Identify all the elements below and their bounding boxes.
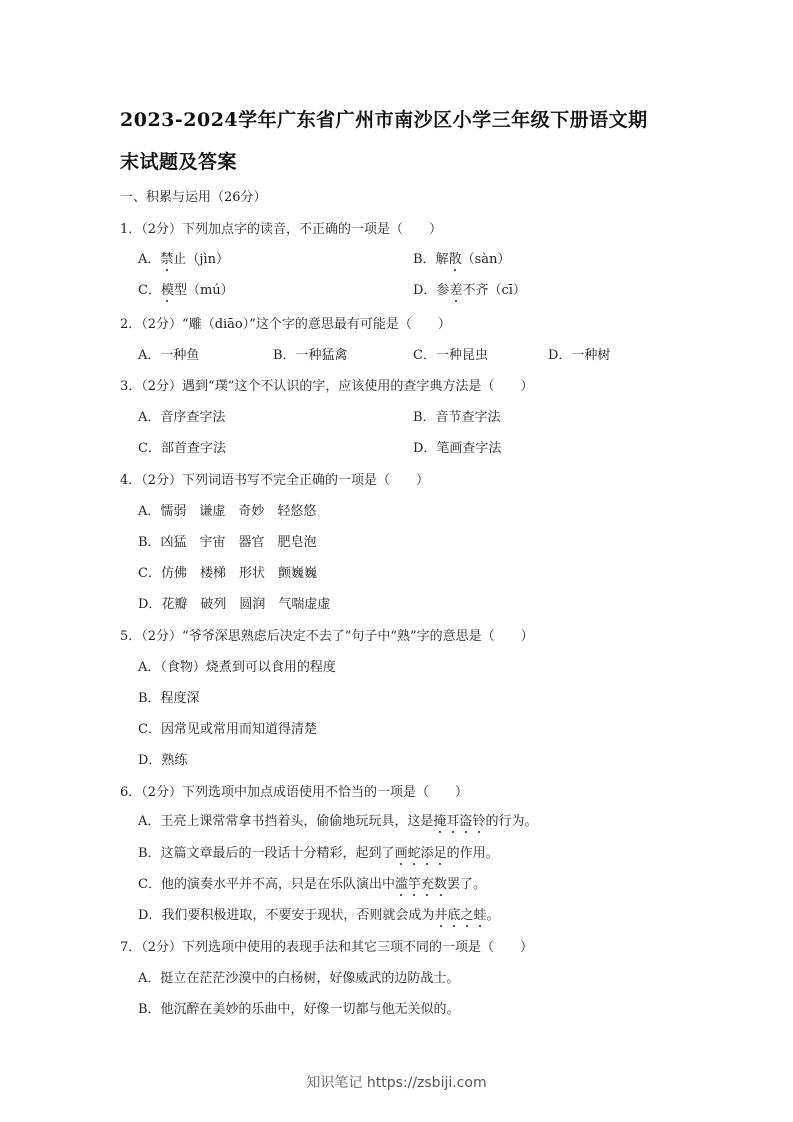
question-2-option-b: B．一种猛禽 <box>273 348 348 363</box>
dotted-idiom <box>395 846 447 861</box>
dotted-idiom <box>433 814 485 829</box>
question-5-stem: 5．（2分）“爷爷深思熟虑后决定不去了”句子中“熟”字的意思是（ ） <box>120 629 534 644</box>
dotted-char: 充 <box>420 877 434 892</box>
dotted-char: 竽 <box>407 877 421 892</box>
question-1-option-a: A．禁止（jìn） <box>138 252 229 267</box>
question-5-option-b: B．程度深 <box>138 691 200 706</box>
question-4-option-d: D．花瓣 破列 圆润 气喘虚虚 <box>138 597 331 612</box>
question-4-option-b: B．凶猛 宇宙 器官 肥皂泡 <box>138 535 317 550</box>
dotted-char: 铃 <box>472 814 486 829</box>
question-2-option-c: C．一种昆虫 <box>413 348 488 363</box>
question-1-option-d: D．参差不齐（cī） <box>413 283 526 298</box>
question-3-option-b: B．音节查字法 <box>413 410 501 425</box>
dotted-char: 掩 <box>433 814 447 829</box>
dotted-char: 井 <box>434 908 448 923</box>
dotted-idiom <box>395 877 447 892</box>
question-3-option-c: C．部首查字法 <box>138 441 226 456</box>
dotted-char: 底 <box>447 908 461 923</box>
question-7-option-a: A．挺立在茫茫沙漠中的白杨树，好像威武的边防战士。 <box>138 971 460 986</box>
question-6-option-b: B．这篇文章最后的一段话十分精彩，起到了画蛇添足的作用。 <box>138 846 499 861</box>
section-heading: 一、积累与运用（26分） <box>120 190 267 205</box>
question-4-option-a: A．懦弱 谦虚 奇妙 轻悠悠 <box>138 504 317 519</box>
question-6-option-c: C．他的演奏水平并不高，只是在乐队演出中滥竽充数罢了。 <box>138 877 487 892</box>
dotted-char: 耳 <box>446 814 460 829</box>
question-6-stem: 6．（2分）下列选项中加点成语使用不恰当的一项是（ ） <box>120 785 469 800</box>
question-2-option-a: A．一种鱼 <box>138 348 200 363</box>
footer-watermark: 知识笔记 https://zsbiji.com <box>306 1075 487 1091</box>
question-7-option-b: B．他沉醉在美妙的乐曲中，好像一切都与他无关似的。 <box>138 1002 460 1017</box>
dotted-char: 滥 <box>394 877 408 892</box>
question-3-stem: 3．（2分）遇到“璞”这个不认识的字，应该使用的查字典方法是（ ） <box>120 379 534 394</box>
question-1-option-c: C．模型（mú） <box>138 283 234 298</box>
question-2-stem: 2．（2分）“雕（diāo）”这个字的意思最有可能是（ ） <box>120 317 451 332</box>
dotted-char: 盗 <box>459 814 473 829</box>
dotted-char: 添 <box>420 846 434 861</box>
question-5-option-c: C．因常见或常用而知道得清楚 <box>138 722 317 737</box>
dotted-char: 差 <box>449 283 463 298</box>
document-title-line2: 末试题及答案 <box>120 151 238 173</box>
dotted-char: 蛇 <box>407 846 421 861</box>
document-title-line1: 2023-2024学年广东省广州市南沙区小学三年级下册语文期 <box>120 109 648 131</box>
dotted-char: 之 <box>460 908 474 923</box>
dotted-char: 禁 <box>160 252 174 267</box>
question-6-option-a: A．王亮上课常常拿书挡着头，偷偷地玩玩具，这是掩耳盗铃的行为。 <box>138 814 538 829</box>
question-1-option-b: B．解散（sàn） <box>413 252 511 267</box>
question-4-option-c: C．仿佛 楼梯 形状 颤巍巍 <box>138 566 317 581</box>
dotted-char: 足 <box>433 846 447 861</box>
question-3-option-a: A．音序查字法 <box>138 410 226 425</box>
question-5-option-a: A．（食物）烧煮到可以食用的程度 <box>138 660 336 675</box>
question-6-option-d: D．我们要积极进取，不要安于现状，否则就会成为井底之蛙。 <box>138 908 500 923</box>
dotted-idiom <box>434 908 486 923</box>
dotted-char: 散 <box>448 252 462 267</box>
question-2-option-d: D．一种树 <box>548 348 611 363</box>
dotted-char: 数 <box>434 877 448 892</box>
question-3-option-d: D．笔画查字法 <box>413 441 502 456</box>
question-7-stem: 7．（2分）下列选项中使用的表现手法和其它三项不同的一项是（ ） <box>120 940 534 955</box>
dotted-char: 画 <box>394 846 408 861</box>
dotted-char: 蛙 <box>473 908 487 923</box>
question-4-stem: 4．（2分）下列词语书写不完全正确的一项是（ ） <box>120 473 430 488</box>
question-5-option-d: D．熟练 <box>138 753 188 768</box>
dotted-char: 模 <box>160 283 174 298</box>
question-1-stem: 1．（2分）下列加点字的读音，不正确的一项是（ ） <box>120 222 443 237</box>
